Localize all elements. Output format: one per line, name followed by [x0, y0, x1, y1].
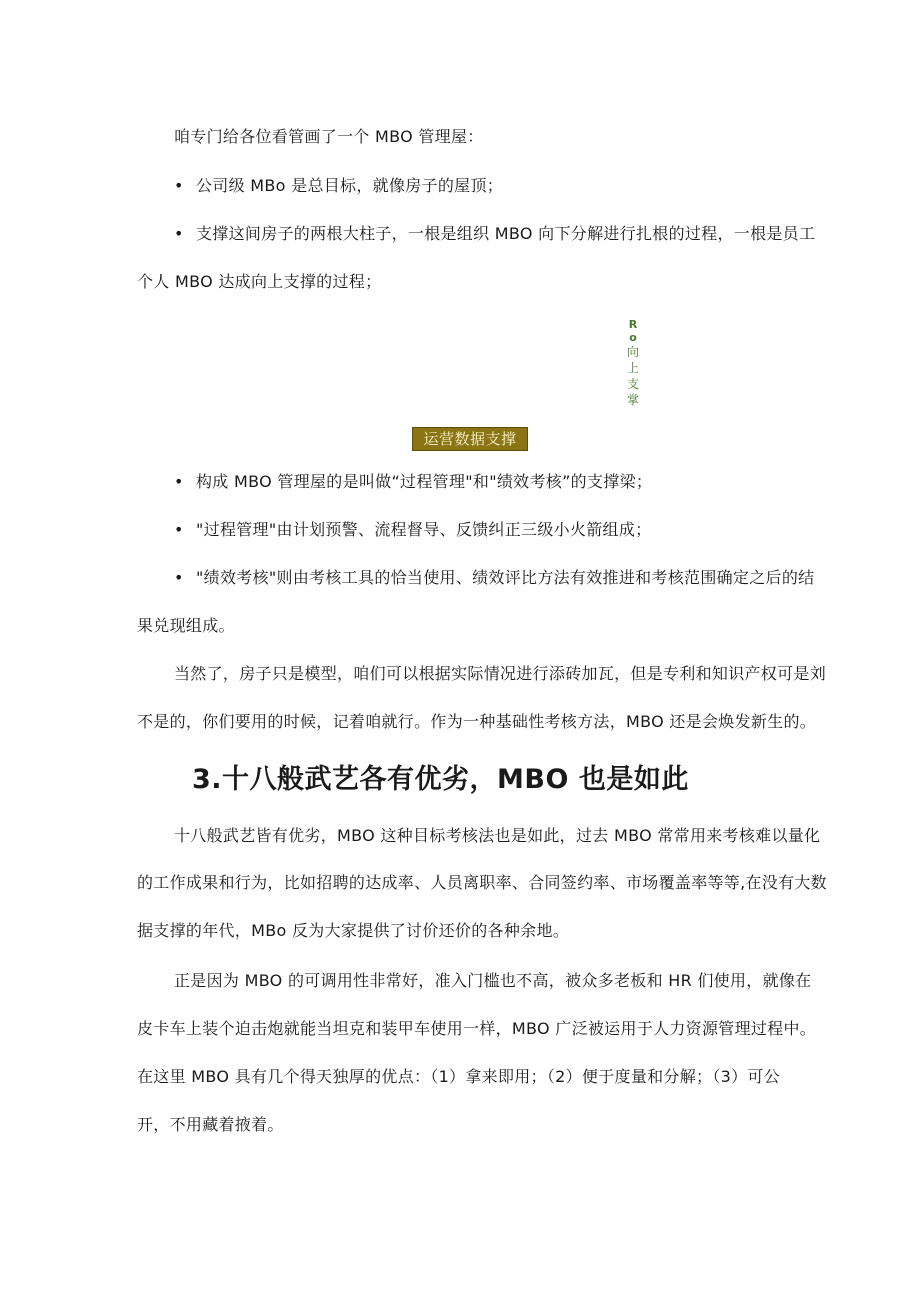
bullet-item: 支撑这间房子的两根大柱子，一根是组织 MBO 向下分解进行扎根的过程，一根是员工	[196, 224, 816, 243]
bullet-item: 构成 MBO 管理屋的是叫做“过程管理"和"绩效考核”的支撑梁；	[196, 472, 653, 491]
bullet-item: "过程管理"由计划预警、流程督导、反馈纠正三级小火箭组成；	[196, 520, 652, 539]
paragraph-line: 的工作成果和行为，比如招聘的达成率、人员离职率、合同签约率、市场覆盖率等等,在没有大数	[137, 873, 827, 892]
figure-ops-support-box: 运营数据支撑	[412, 427, 528, 451]
paragraph-line: 在这里 MBO 具有几个得天独厚的优点：（1）拿来即用；（2）便于度量和分解；（3）可公	[137, 1067, 781, 1086]
section-heading: 3.十八般武艺各有优劣，MBO 也是如此	[192, 764, 689, 795]
figure-vertical-label-bold: Ro	[628, 318, 638, 344]
bullet-dot: •	[174, 472, 184, 491]
intro-line: 咱专门给各位看管画了一个 MBO 管理屋：	[174, 127, 484, 146]
paragraph-line: 当然了，房子只是模型，咱们可以根据实际情况进行添砖加瓦，但是专利和知识产权可是刘	[174, 664, 827, 683]
bullet-item-continuation: 果兑现组成。	[137, 616, 235, 635]
bullet-dot: •	[174, 176, 184, 195]
bullet-item-continuation: 个人 MBO 达成向上支撑的过程；	[137, 272, 382, 291]
bullet-dot: •	[174, 224, 184, 243]
bullet-item: "绩效考核"则由考核工具的恰当使用、绩效评比方法有效推进和考核范围确定之后的结	[196, 568, 815, 587]
figure-vertical-label-text: 向上支掌	[626, 345, 639, 407]
paragraph-line: 十八般武艺皆有优劣，MBO 这种目标考核法也是如此，过去 MBO 常常用来考核难以量化	[174, 826, 821, 845]
bullet-dot: •	[174, 568, 184, 587]
bullet-dot: •	[174, 520, 184, 539]
paragraph-line: 皮卡车上装个迫击炮就能当坦克和装甲车使用一样，MBO 广泛被运用于人力资源管理过程中。	[137, 1019, 817, 1038]
paragraph-line: 据支撑的年代，MBo 反为大家提供了讨价还价的各种余地。	[137, 921, 570, 940]
paragraph-line: 不是的，你们要用的时候，记着咱就行。作为一种基础性考核方法，MBO 还是会焕发新生的。	[137, 712, 817, 731]
paragraph-line: 正是因为 MBO 的可调用性非常好，准入门槛也不高，被众多老板和 HR 们使用，就像在	[174, 971, 812, 990]
figure-vertical-label	[626, 318, 640, 408]
paragraph-line: 开，不用藏着掖着。	[137, 1115, 284, 1134]
bullet-item: 公司级 MBo 是总目标，就像房子的屋顶；	[196, 176, 504, 195]
